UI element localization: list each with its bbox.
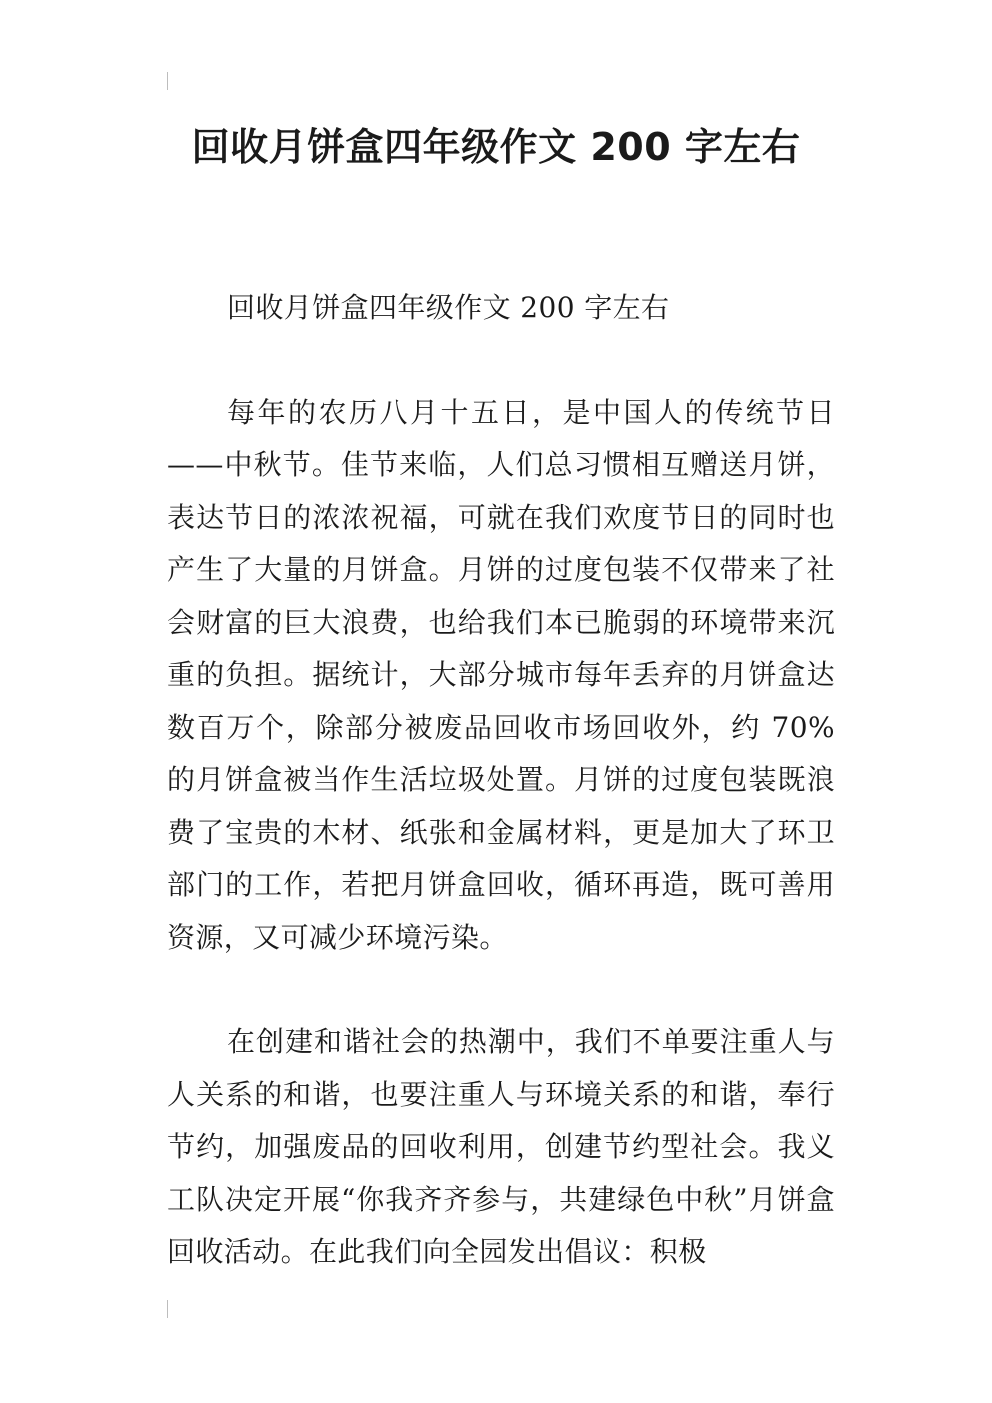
document-subtitle: 回收月饼盒四年级作文 200 字左右 <box>227 291 670 324</box>
top-corner-mark <box>167 72 168 90</box>
paragraph-1: 每年的农历八月十五日，是中国人的传统节日——中秋节。佳节来临，人们总习惯相互赠送月饼，表达节日的浓浓祝福，可就在我们欢度节日的同时也产生了大量的月饼盒。月饼的过度包装不仅带来了社会财富的巨大浪费，也给我们本已脆弱的环境带来沉重的负担。据统计，大部分城市每年丢弃的月饼盒达数百万个，除部分被废品回收市场回收外，约 70%的月饼盒被当作生活垃圾处置。月饼的过度包装既浪费了宝贵的木材、纸张和金属材料，更是加大了环卫部门的工作，若把月饼盒回收，循环再造，既可善用资源，又可减少环境污染。 <box>167 395 835 954</box>
bottom-corner-mark <box>167 1300 168 1318</box>
document-body <box>167 282 835 1279</box>
document-title: 回收月饼盒四年级作文 200 字左右 <box>191 125 801 169</box>
paragraph-2: 在创建和谐社会的热潮中，我们不单要注重人与人关系的和谐，也要注重人与环境关系的和谐，奉行节约，加强废品的回收利用，创建节约型社会。我义工队决定开展“你我齐齐参与，共建绿色中秋”月饼盒回收活动。在此我们向全园发出倡议：积极 <box>167 1025 835 1268</box>
